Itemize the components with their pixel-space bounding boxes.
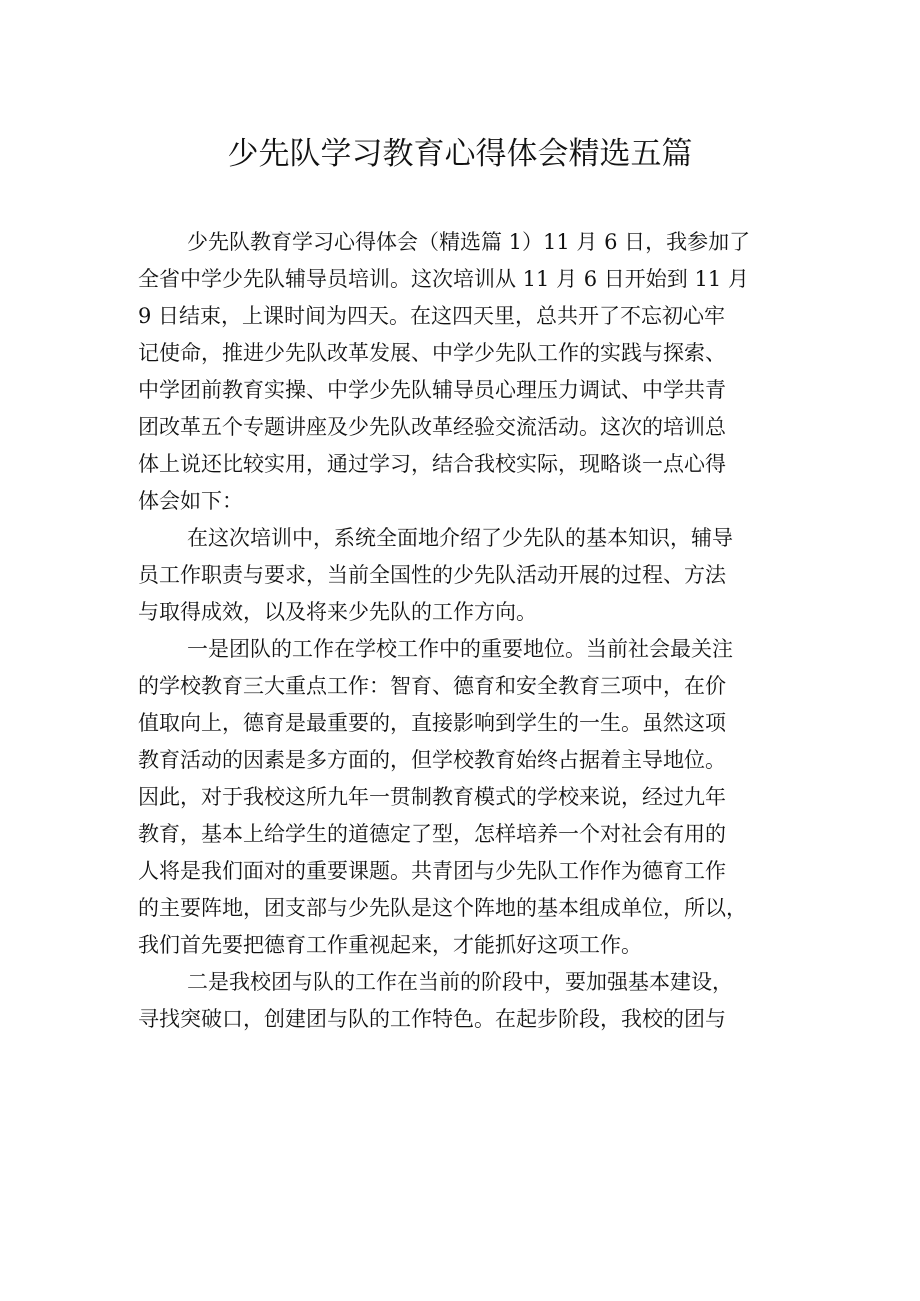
text-line: 二是我校团与队的工作在当前的阶段中，要加强基本建设， [187,970,733,994]
text-line: 与取得成效，以及将来少先队的工作方向。 [138,600,537,624]
text-line: 9 日结束，上课时间为四天。在这四天里，总共开了不忘初心牢 [138,304,726,328]
text-line: 人将是我们面对的重要课题。共青团与少先队工作作为德育工作 [138,859,726,883]
paragraph [138,631,798,964]
text-line: 少先队教育学习心得体会（精选篇 1）11 月 6 日，我参加了 [187,230,751,254]
paragraph [138,224,798,520]
text-line: 寻找突破口，创建团与队的工作特色。在起步阶段，我校的团与 [138,1007,726,1031]
text-line: 记使命，推进少先队改革发展、中学少先队工作的实践与探索、 [138,341,726,365]
text-line: 因此，对于我校这所九年一贯制教育模式的学校来说，经过九年 [138,785,726,809]
text-line: 教育，基本上给学生的道德定了型，怎样培养一个对社会有用的 [138,822,726,846]
document-body [138,224,798,1038]
text-line: 体会如下： [138,489,243,513]
text-line: 体上说还比较实用，通过学习，结合我校实际，现略谈一点心得 [138,452,726,476]
text-line: 的学校教育三大重点工作：智育、德育和安全教育三项中，在价 [138,674,726,698]
text-line: 我们首先要把德育工作重视起来，才能抓好这项工作。 [138,933,642,957]
text-line: 全省中学少先队辅导员培训。这次培训从 11 月 6 日开始到 11 月 [138,267,749,291]
document-title: 少先队学习教育心得体会精选五篇 [227,136,693,172]
text-line: 在这次培训中，系统全面地介绍了少先队的基本知识，辅导 [187,526,733,550]
paragraph [138,520,798,631]
text-line: 员工作职责与要求，当前全国性的少先队活动开展的过程、方法 [138,563,726,587]
text-line: 的主要阵地，团支部与少先队是这个阵地的基本组成单位，所以， [138,896,747,920]
paragraph [138,964,798,1038]
text-line: 值取向上，德育是最重要的，直接影响到学生的一生。虽然这项 [138,711,726,735]
text-line: 中学团前教育实操、中学少先队辅导员心理压力调试、中学共青 [138,378,726,402]
text-line: 一是团队的工作在学校工作中的重要地位。当前社会最关注 [187,637,733,661]
text-line: 团改革五个专题讲座及少先队改革经验交流活动。这次的培训总 [138,415,726,439]
text-line: 教育活动的因素是多方面的，但学校教育始终占据着主导地位。 [138,748,726,772]
